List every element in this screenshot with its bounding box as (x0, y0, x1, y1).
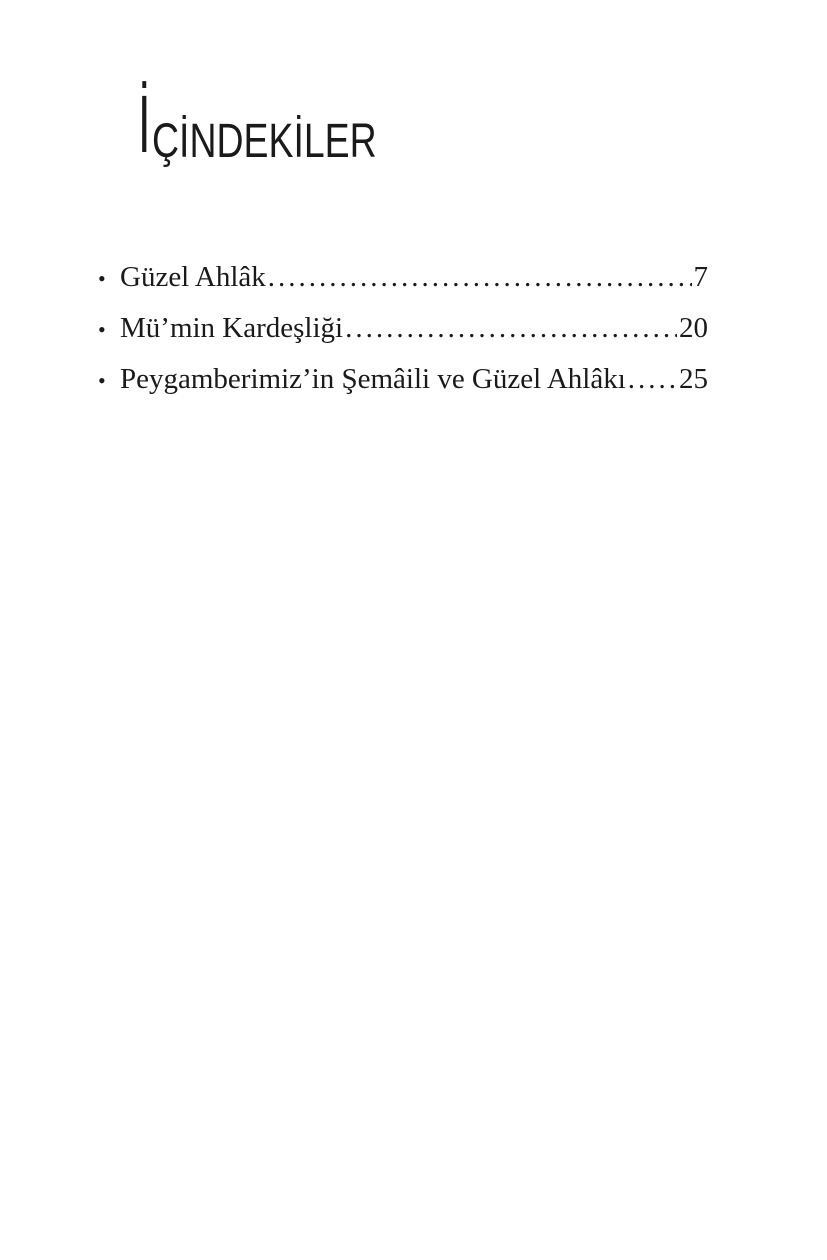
bullet-icon: • (98, 317, 106, 342)
leader-dots (345, 303, 677, 354)
toc-entry[interactable] (98, 252, 708, 303)
bullet-icon: • (98, 368, 106, 393)
leader-dots (268, 252, 692, 303)
toc-entry-page: 7 (693, 261, 708, 293)
table-of-contents (98, 252, 708, 405)
leader-dots (628, 354, 677, 405)
toc-entry-label: Peygamberimiz’in Şemâili ve Güzel Ahlâkı (120, 363, 626, 395)
title-initial: İ (138, 79, 151, 170)
toc-entry-page: 20 (679, 312, 708, 344)
toc-entry[interactable] (98, 303, 708, 354)
toc-entry[interactable] (98, 354, 708, 405)
toc-entry-label: Güzel Ahlâk (120, 261, 266, 293)
toc-entry-label: Mü’min Kardeşliği (120, 312, 344, 344)
toc-entry-page: 25 (679, 363, 708, 395)
title-rest: ÇİNDEKİLER (152, 115, 377, 168)
bullet-icon: • (98, 266, 106, 291)
